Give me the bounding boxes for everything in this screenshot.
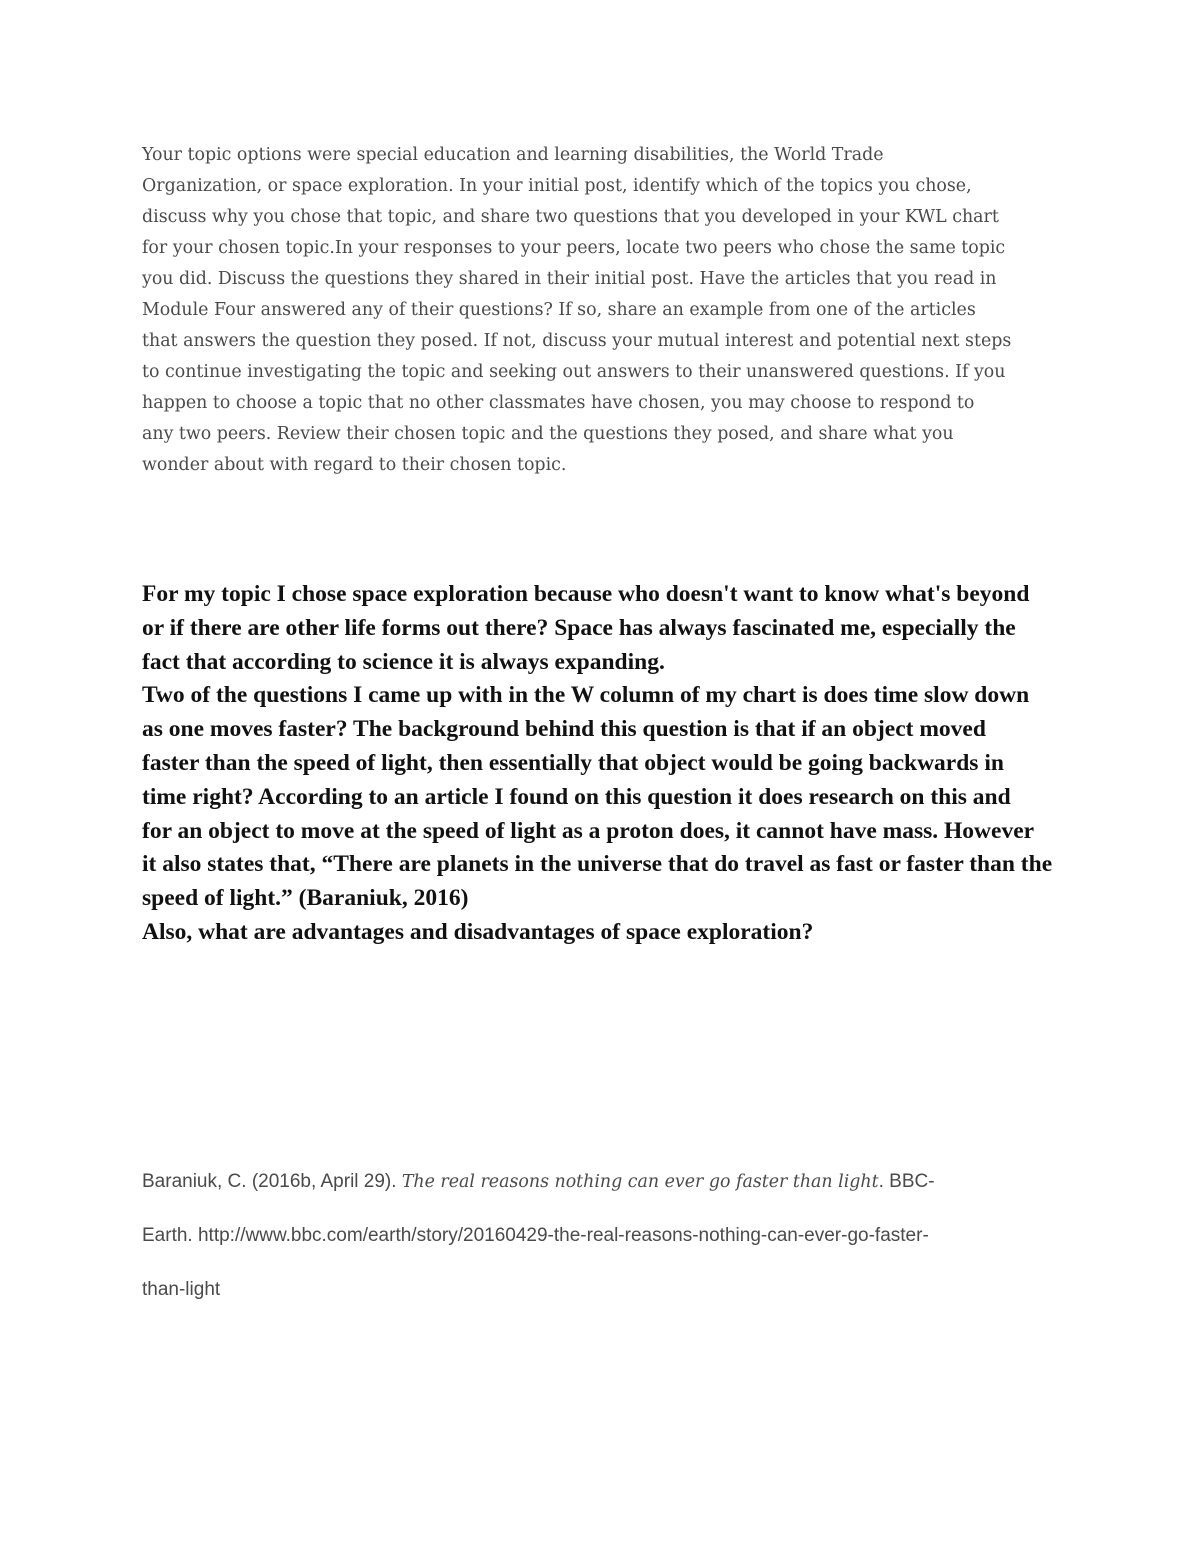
prompt-line: you did. Discuss the questions they shared in their initial post. Have the articles that you read in	[142, 269, 997, 289]
prompt-line: that answers the question they posed. If not, discuss your mutual interest and potential next steps	[142, 331, 1012, 351]
citation-line-3: than-light	[142, 1279, 221, 1300]
response-line: For my topic I chose space exploration because who doesn't want to know what's beyond	[142, 581, 1030, 607]
response-line: Also, what are advantages and disadvantages of space exploration?	[142, 918, 814, 945]
citation-author-date: Baraniuk, C. (2016b, April 29).	[142, 1171, 402, 1192]
citation-line-2: Earth. http://www.bbc.com/earth/story/20160429-the-real-reasons-nothing-can-ever-go-faster-	[142, 1225, 929, 1246]
prompt-line: any two peers. Review their chosen topic and the questions they posed, and share what you	[142, 424, 954, 444]
prompt-line: Module Four answered any of their questions? If so, share an example from one of the articles	[142, 300, 976, 320]
response-line: faster than the speed of light, then essentially that object would be going backwards in	[142, 749, 1004, 776]
reference-citation	[142, 1155, 1082, 1317]
response-line: it also states that, “There are planets in the universe that do travel as fast or faster than the	[142, 851, 1053, 878]
response-line: for an object to move at the speed of light as a proton does, it cannot have mass. However	[142, 817, 1035, 844]
prompt-line: wonder about with regard to their chosen topic.	[142, 455, 567, 475]
citation-title: The real reasons nothing can ever go faster than light	[401, 1172, 879, 1192]
citation-source: . BBC-	[878, 1171, 935, 1192]
assignment-prompt	[142, 140, 1082, 481]
response-line: speed of light.” (Baraniuk, 2016)	[142, 885, 469, 912]
prompt-line: discuss why you chose that topic, and share two questions that you developed in your KWL chart	[142, 207, 999, 227]
response-line: time right? According to an article I found on this question it does research on this and	[142, 783, 1011, 810]
prompt-line: Organization, or space exploration. In your initial post, identify which of the topics you chose,	[142, 176, 972, 196]
response-line: or if there are other life forms out there? Space has always fascinated me, especially the	[142, 614, 1016, 641]
prompt-line: happen to choose a topic that no other classmates have chosen, you may choose to respond to	[142, 393, 975, 413]
student-response	[142, 578, 1082, 950]
prompt-line: for your chosen topic.In your responses to your peers, locate two peers who chose the same topic	[142, 238, 1006, 258]
prompt-line: Your topic options were special education and learning disabilities, the World Trade	[142, 145, 884, 165]
response-line: as one moves faster? The background behind this question is that if an object moved	[142, 716, 986, 743]
response-line: Two of the questions I came up with in the W column of my chart is does time slow down	[142, 682, 1030, 709]
prompt-line: to continue investigating the topic and seeking out answers to their unanswered questions. If you	[142, 362, 1006, 382]
response-line: fact that according to science it is always expanding.	[142, 648, 665, 675]
citation-line-1	[142, 1155, 1082, 1209]
